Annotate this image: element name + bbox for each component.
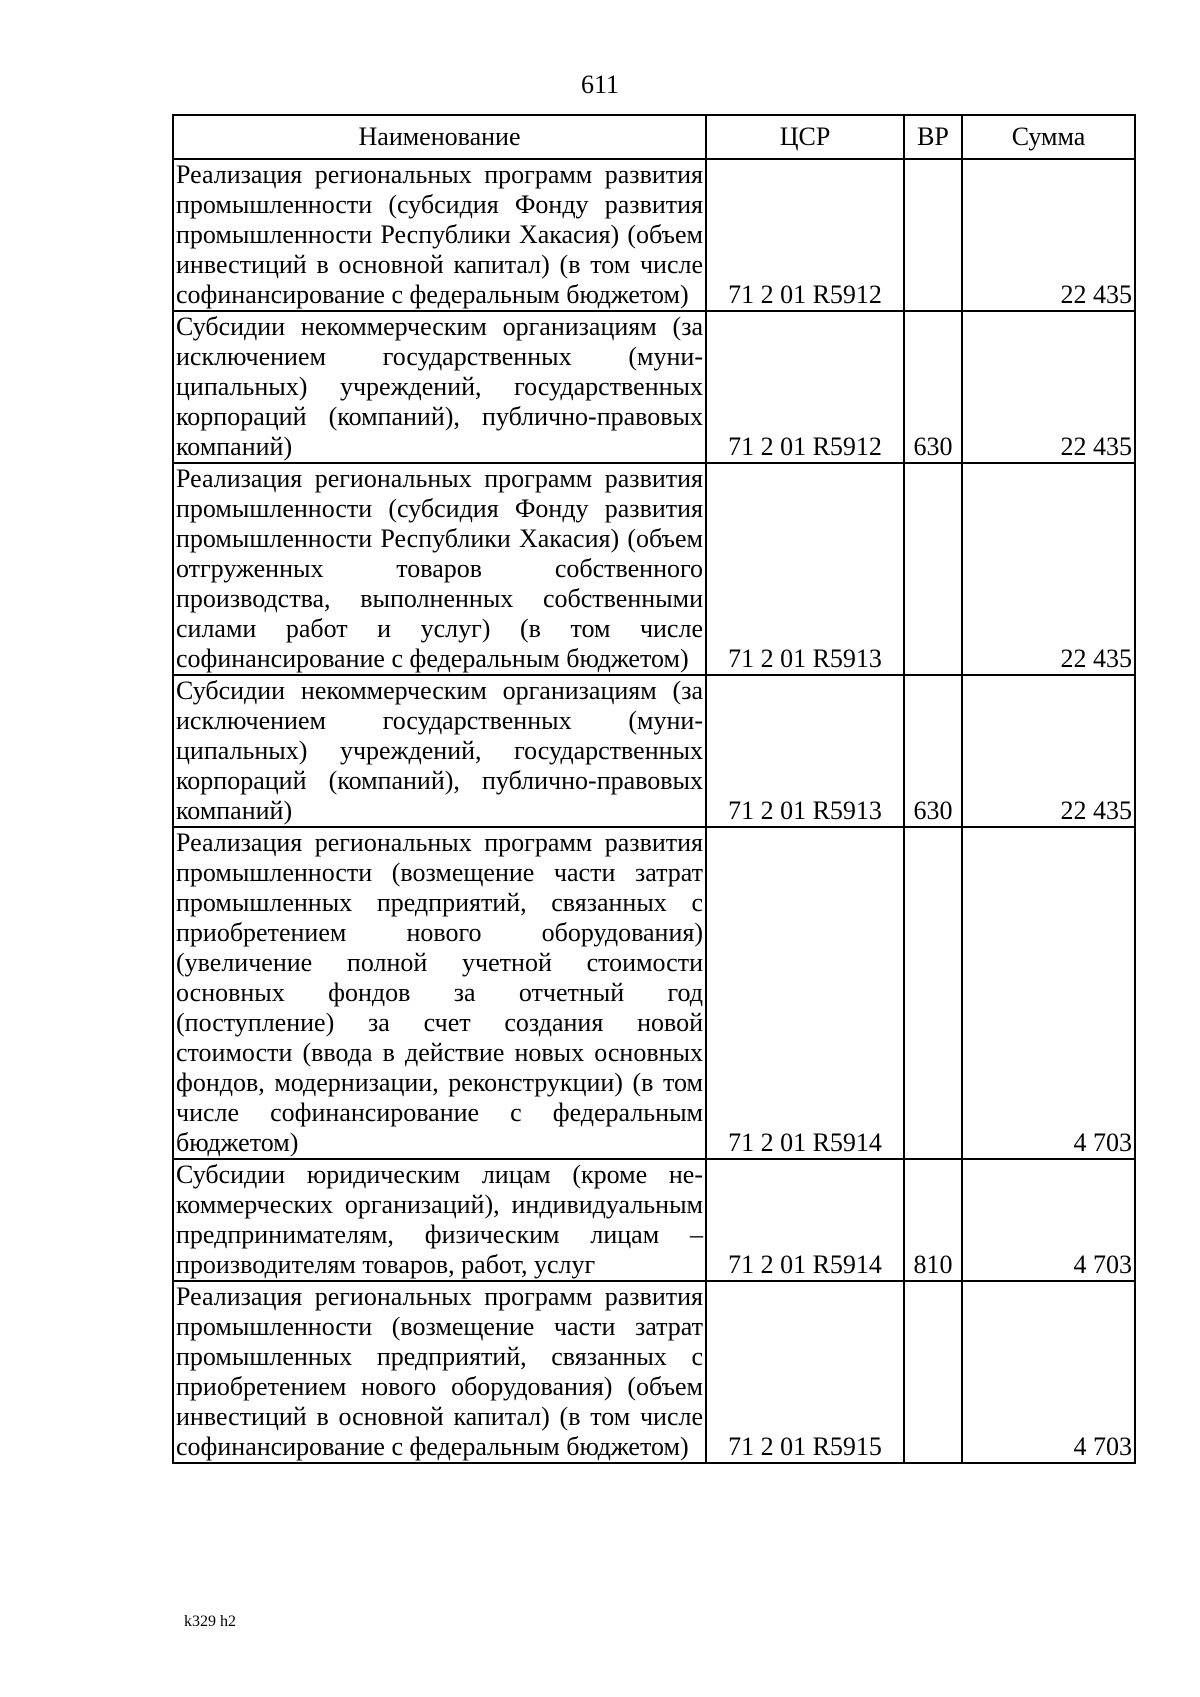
row-csr-cell: 71 2 01 R5913: [706, 675, 904, 827]
row-name-cell: Реализация региональных программ развития промышленности (возмещение части затрат промышленных предприятий, связанных с приобретением нового оборудования) (увеличение полной учетной стоимости основных фондов за отчетный год (поступление) за счет создания новой стоимости (ввода в действие новых основных фондов, модернизации, реконструкции) (в том числе софинансирование с федеральным бюджетом): [173, 827, 706, 1159]
row-csr-cell: 71 2 01 R5913: [706, 463, 904, 675]
table-row: [173, 1159, 1135, 1281]
row-csr-cell: 71 2 01 R5912: [706, 311, 904, 463]
row-vr-cell: [904, 159, 962, 311]
row-csr-cell: 71 2 01 R5912: [706, 159, 904, 311]
row-sum-cell: 4 703: [962, 1159, 1135, 1281]
table-row: [173, 463, 1135, 675]
row-name-cell: Реализация региональных программ развития промышленности (возмещение части затрат промышленных предприятий, связанных с приобретением нового оборудования) (объем инвестиций в основной капитал) (в том числе софинансирование с федеральным бюджетом): [173, 1281, 706, 1463]
row-csr-cell: 71 2 01 R5914: [706, 1159, 904, 1281]
row-vr-cell: [904, 827, 962, 1159]
row-sum-cell: 4 703: [962, 827, 1135, 1159]
page-number: 611: [580, 70, 620, 99]
header-csr: ЦСР: [706, 115, 904, 159]
table-row: [173, 827, 1135, 1159]
row-vr-cell: 810: [904, 1159, 962, 1281]
row-vr-cell: [904, 1281, 962, 1463]
row-name-cell: Реализация региональных программ развития промышленности (субсидия Фонду развития промышленности Республики Хакасия) (объем отгруженных товаров собственного производства, выполненных собственными силами работ и услуг) (в том числе софинансирование с федеральным бюджетом): [173, 463, 706, 675]
header-row: [173, 115, 1135, 159]
header-vr: ВР: [904, 115, 962, 159]
footer-document-code: k329 h2: [184, 1613, 236, 1630]
row-vr-cell: [904, 463, 962, 675]
table-row: [173, 159, 1135, 311]
row-name-cell: Реализация региональных программ развития промышленности (субсидия Фонду развития промышленности Республики Хакасия) (объем инвестиций в основной капитал) (в том числе софинансирование с федеральным бюджетом): [173, 159, 706, 311]
row-sum-cell: 22 435: [962, 675, 1135, 827]
row-vr-cell: 630: [904, 675, 962, 827]
row-csr-cell: 71 2 01 R5915: [706, 1281, 904, 1463]
row-sum-cell: 4 703: [962, 1281, 1135, 1463]
budget-table: [172, 114, 1136, 1464]
header-sum: Сумма: [962, 115, 1135, 159]
table-row: [173, 675, 1135, 827]
table-body: [173, 159, 1135, 1463]
row-sum-cell: 22 435: [962, 463, 1135, 675]
header-name: Наименование: [173, 115, 706, 159]
table-row: [173, 1281, 1135, 1463]
row-name-cell: Субсидии некоммерческим организациям (за исключением государственных (муниципальных) учреждений, государственных корпораций (компаний), публично-правовых компаний): [173, 675, 706, 827]
row-name-cell: Субсидии юридическим лицам (кроме некоммерческих организаций), индивидуальным предпринимателям, физическим лицам – производителям товаров, работ, услуг: [173, 1159, 706, 1281]
row-sum-cell: 22 435: [962, 311, 1135, 463]
row-sum-cell: 22 435: [962, 159, 1135, 311]
row-csr-cell: 71 2 01 R5914: [706, 827, 904, 1159]
table-row: [173, 311, 1135, 463]
row-vr-cell: 630: [904, 311, 962, 463]
table-header: [173, 115, 1135, 159]
row-name-cell: Субсидии некоммерческим организациям (за исключением государственных (муниципальных) учреждений, государственных корпораций (компаний), публично-правовых компаний): [173, 311, 706, 463]
